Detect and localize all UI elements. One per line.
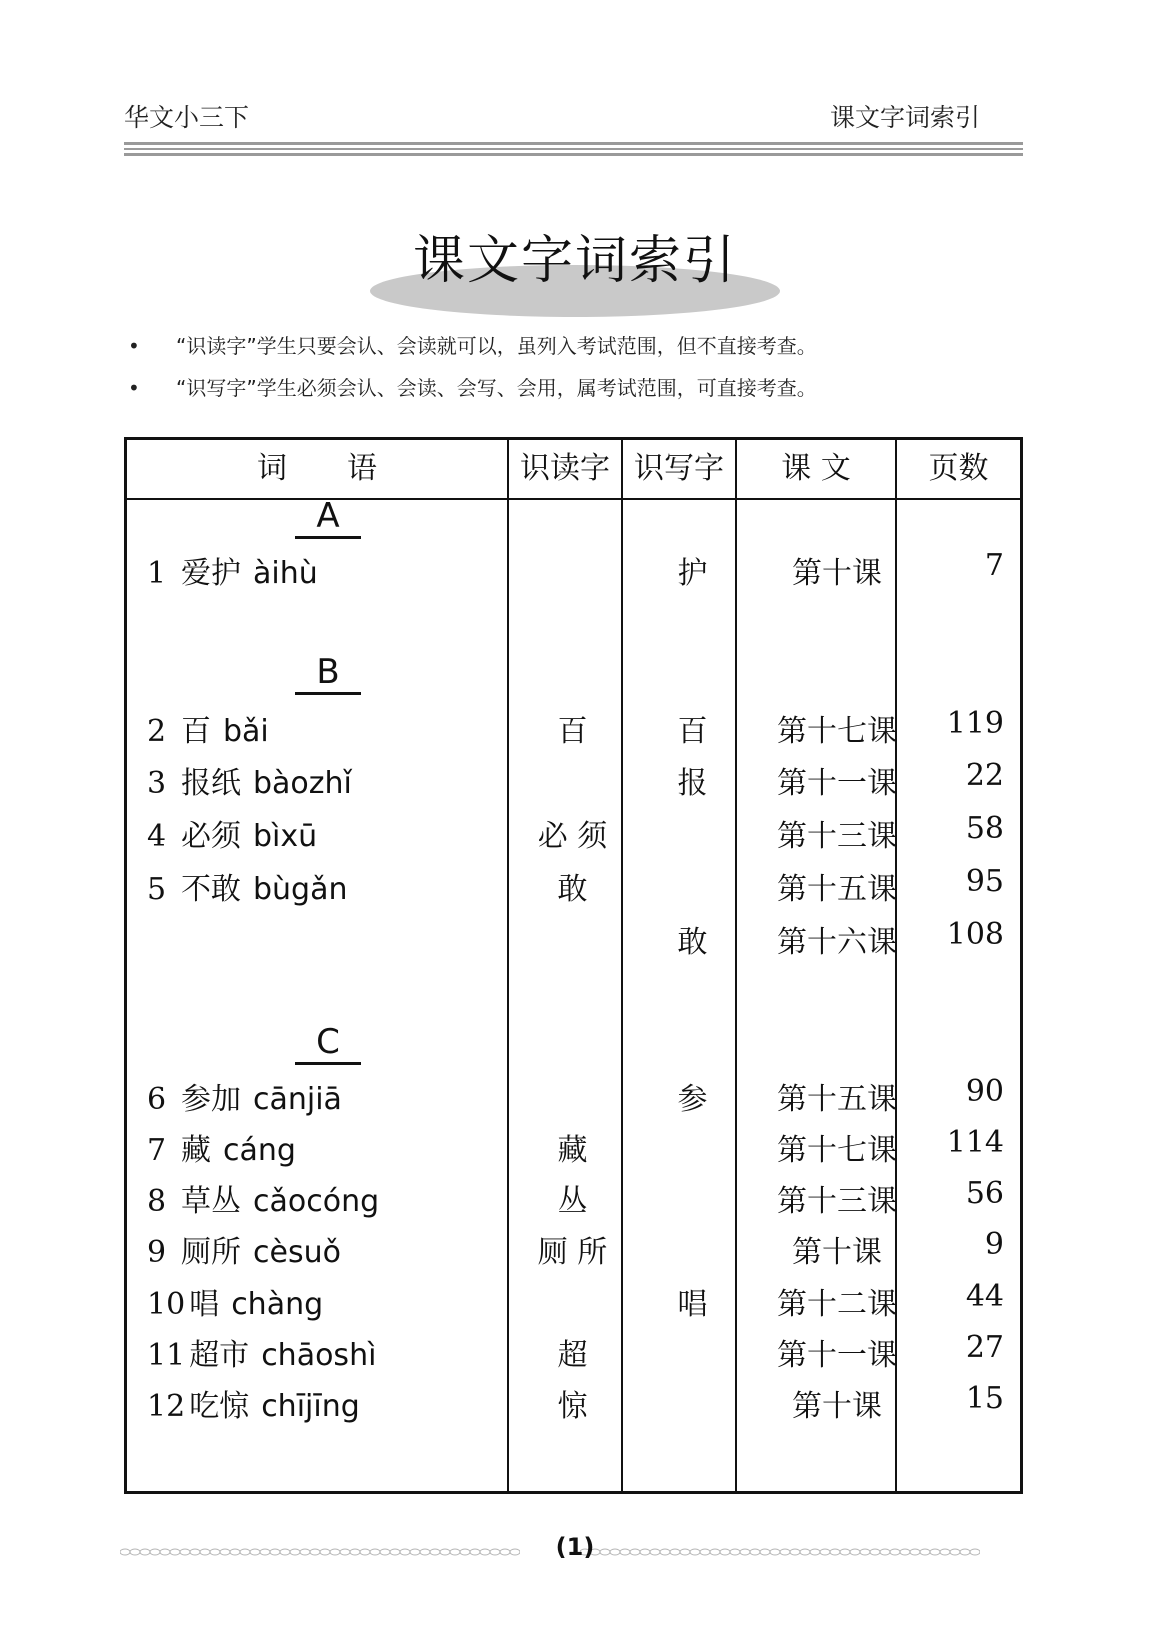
word-cell [147,758,352,802]
column-header-lesson: 课 文 [781,451,851,486]
page-cell: 95 [965,864,1004,899]
lesson-cell: 第十课 [792,1235,882,1270]
write-char-cell: 百 [677,714,708,749]
lesson-cell: 第十三课 [777,1184,897,1219]
read-char-cell: 百 [557,714,588,749]
entry-hanzi: 厕所 [181,1235,241,1270]
read-char-cell: 厕 所 [537,1235,608,1270]
word-cell [147,1074,342,1118]
entry-pinyin: bǎi [223,714,269,749]
entry-hanzi: 报纸 [181,766,241,801]
page-cell: 56 [965,1176,1004,1211]
write-char-cell: 报 [677,766,708,801]
entry-pinyin: chāoshì [261,1338,377,1373]
entry-hanzi: 唱 [189,1287,220,1322]
word-cell [147,811,317,855]
entry-pinyin: cānjiā [253,1082,342,1117]
write-char-cell: 护 [677,556,708,591]
read-char-cell: 必 须 [537,819,608,854]
entry-pinyin: cǎocóng [253,1184,380,1219]
word-cell [147,1381,360,1425]
running-header-section: 课文字词索引 [829,103,980,132]
page-cell: 22 [965,758,1004,793]
page-cell: 15 [965,1381,1004,1416]
write-char-cell: 唱 [677,1287,708,1322]
running-header-book: 华文小三下 [124,103,250,132]
read-char-cell: 超 [557,1338,588,1373]
notes-list [128,325,817,409]
entry-pinyin: cèsuǒ [253,1235,341,1270]
entry-hanzi: 草丛 [181,1184,241,1219]
entry-number: 12 [147,1389,186,1424]
word-cell [147,864,348,908]
page-cell: 90 [965,1074,1004,1109]
word-cell [147,1279,323,1323]
entry-number: 4 [147,819,167,854]
entry-number: 11 [147,1338,186,1373]
lesson-cell: 第十二课 [777,1287,897,1322]
column-divider [507,440,509,1491]
entry-pinyin: bàozhǐ [253,766,352,801]
header-rule [124,142,1023,145]
page-cell: 58 [965,811,1004,846]
word-cell [147,1125,296,1169]
page-cell: 114 [946,1125,1004,1160]
entry-number: 8 [147,1184,167,1219]
entry-number: 6 [147,1082,167,1117]
entry-pinyin: bìxū [253,819,318,854]
lesson-cell: 第十七课 [777,714,897,749]
entry-pinyin: cáng [223,1133,296,1168]
entry-hanzi: 藏 [181,1133,211,1168]
entry-pinyin: chījīng [261,1389,360,1424]
section-letter: A [295,496,361,539]
lesson-cell: 第十五课 [777,872,897,907]
read-char-cell: 藏 [557,1133,588,1168]
header-rule [124,148,1023,150]
page-cell: 9 [984,1227,1004,1262]
entry-number: 3 [147,766,167,801]
word-cell [147,1176,379,1220]
note-text: “识读字”学生只要会认、会读就可以，虽列入考试范围，但不直接考查。 [176,334,817,358]
header-divider [127,498,1020,500]
write-char-cell: 敢 [677,925,708,960]
entry-hanzi: 超市 [189,1338,250,1373]
entry-hanzi: 必须 [181,819,241,854]
entry-hanzi: 不敢 [181,872,241,907]
entry-pinyin: àihù [253,556,318,591]
page-cell: 7 [984,548,1004,583]
note-text: “识写字”学生必须会认、会读、会写、会用，属考试范围，可直接考查。 [176,376,817,400]
bullet-icon: • [128,376,140,400]
word-cell [147,706,269,750]
lesson-cell: 第十七课 [777,1133,897,1168]
page-cell: 44 [965,1279,1004,1314]
entry-number: 2 [147,714,167,749]
column-divider [735,440,737,1491]
note-item [128,325,817,367]
word-cell [147,548,318,592]
entry-hanzi: 参加 [181,1082,241,1117]
page-cell: 27 [965,1330,1004,1365]
column-header-read: 识读字 [520,451,610,486]
page-cell: 108 [946,917,1004,952]
entry-pinyin: bùgǎn [253,872,348,907]
entry-hanzi: 爱护 [181,556,241,591]
lesson-cell: 第十六课 [777,925,897,960]
word-cell [147,1330,376,1374]
bullet-icon: • [128,334,140,358]
lesson-cell: 第十三课 [777,819,897,854]
lesson-cell: 第十课 [792,1389,882,1424]
lesson-cell: 第十五课 [777,1082,897,1117]
entry-pinyin: chàng [231,1287,324,1322]
index-table [124,437,1023,1494]
section-letter: C [295,1022,361,1065]
column-header-page: 页数 [928,451,989,486]
read-char-cell: 惊 [557,1389,588,1424]
entry-number: 10 [147,1287,186,1322]
header-rule [124,153,1023,156]
entry-hanzi: 吃惊 [189,1389,250,1424]
entry-number: 9 [147,1235,167,1270]
note-item [128,367,817,409]
entry-number: 5 [147,872,167,907]
write-char-cell: 参 [677,1082,708,1117]
entry-number: 7 [147,1133,167,1168]
word-cell [147,917,193,952]
read-char-cell: 丛 [557,1184,588,1219]
entry-number: 1 [147,556,167,591]
column-header-write: 识写字 [634,451,724,486]
section-letter: B [295,652,361,695]
entry-hanzi: 百 [181,714,211,749]
page-title: 课文字词索引 [412,231,737,291]
word-cell [147,1227,341,1271]
page-number: (1) [555,1533,595,1561]
page-cell: 119 [946,706,1004,741]
read-char-cell: 敢 [557,872,588,907]
lesson-cell: 第十一课 [777,1338,897,1373]
lesson-cell: 第十课 [792,556,882,591]
column-header-word: 词 语 [257,451,377,486]
lesson-cell: 第十一课 [777,766,897,801]
